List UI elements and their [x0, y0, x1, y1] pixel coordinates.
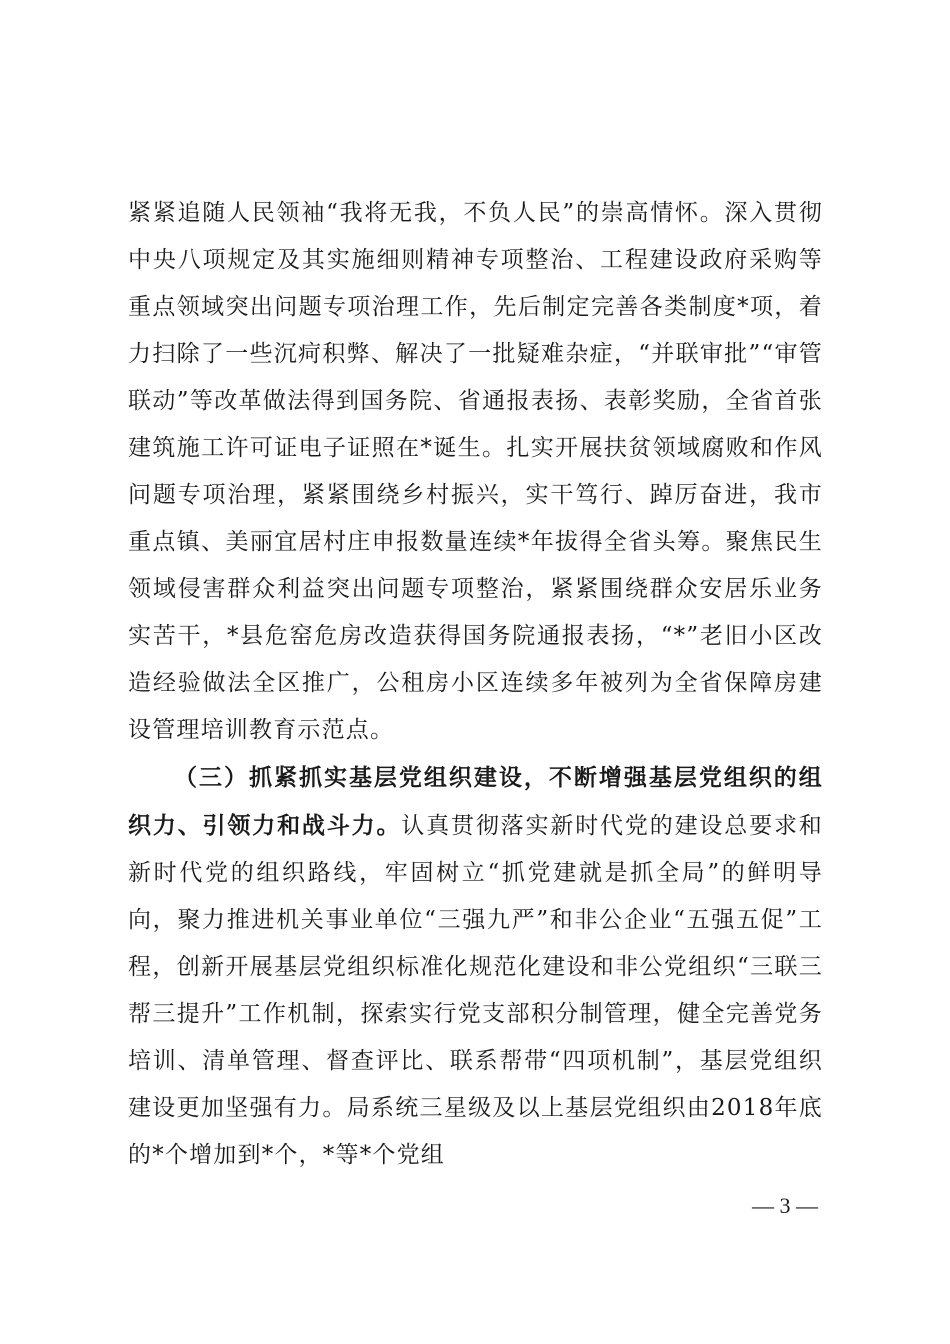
page-number: — 3 — — [752, 1193, 818, 1218]
paragraph-2 — [128, 754, 823, 1179]
paragraph-1: 紧紧追随人民领袖“我将无我，不负人民”的崇高情怀。深入贯彻中央八项规定及其实施细则精神专项整治、工程建设政府采购等重点领域突出问题专项治理工作，先后制定完善各类制度*项，着力扫除了一些沉疴积弊、解决了一批疑难杂症，“并联审批”“审管联动”等改革做法得到国务院、省通报表扬、表彰奖励，全省首张建筑施工许可证电子证照在*诞生。扎实开展扶贫领域腐败和作风问题专项治理，紧紧围绕乡村振兴，实干笃行、踔厉奋进，我市重点镇、美丽宜居村庄申报数量连续*年拔得全省头筹。聚焦民生领域侵害群众利益突出问题专项整治，紧紧围绕群众安居乐业务实苦干，*县危窑危房改造获得国务院通报表扬，“*”老旧小区改造经验做法全区推广，公租房小区连续多年被列为全省保障房建设管理培训教育示范点。 — [128, 200, 823, 743]
section-heading: （三）抓紧抓实基层党组织建设，不断增强基层党组织的组织力、引领力和战斗力。 — [128, 764, 823, 839]
body-text — [128, 190, 823, 1179]
paragraph-2-body: 认真贯彻落实新时代党的建设总要求和新时代党的组织路线，牢固树立“抓党建就是抓全局”的鲜明导向，聚力推进机关事业单位“三强九严”和非公企业“五强五促”工程，创新开展基层党组织标准化规范化建设和非公党组织“三联三帮三提升”工作机制，探索实行党支部积分制管理，健全完善党务培训、清单管理、督查评比、联系帮带“四项机制”，基层党组织建设更加坚强有力。局系统三星级及以上基层党组织由2018年底的*个增加到*个，*等*个党组 — [128, 813, 824, 1168]
